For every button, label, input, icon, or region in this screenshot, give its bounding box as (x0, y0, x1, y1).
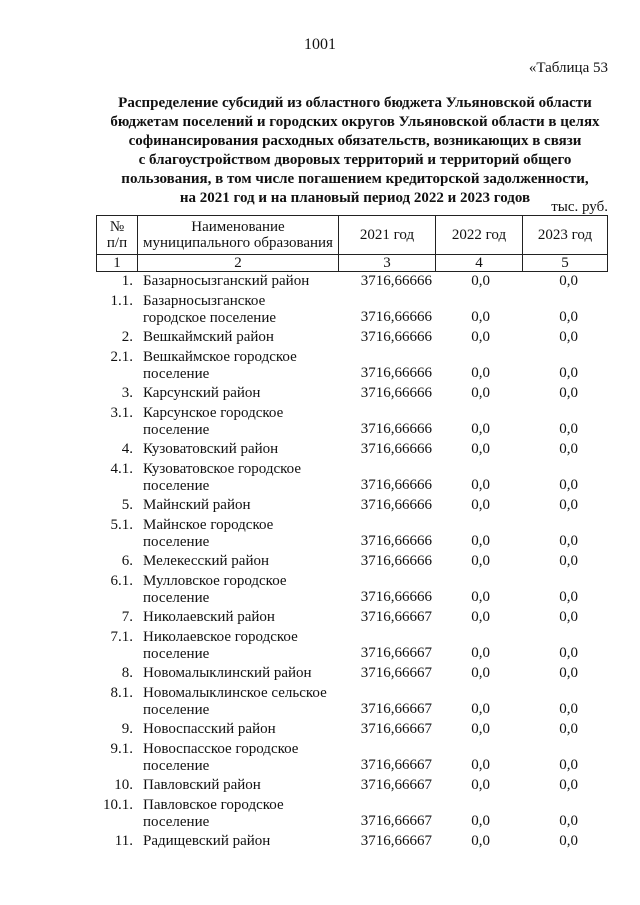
row-name-line: Мелекесский район (143, 553, 270, 569)
table-row (96, 776, 606, 796)
table-row (96, 292, 606, 328)
value-2022: 0,0 (471, 273, 490, 289)
header-name-line2: муниципального образования (143, 235, 333, 251)
table-row (96, 460, 606, 496)
row-number: 6.1. (110, 573, 133, 589)
column-number: 2 (138, 255, 339, 272)
row-name-line: поселение (143, 590, 210, 606)
value-2023: 0,0 (559, 589, 578, 605)
title-line: Распределение субсидий из областного бюджета Ульяновской области (118, 95, 592, 111)
table-row (96, 440, 606, 460)
value-2023: 0,0 (559, 701, 578, 717)
value-2021: 3716,66666 (360, 589, 432, 605)
header-number-line2: п/п (106, 235, 128, 251)
row-name-line: Павловское городское (143, 797, 284, 813)
value-2023: 0,0 (559, 833, 578, 849)
table-row (96, 572, 606, 608)
header-name (138, 216, 339, 255)
row-name (143, 385, 343, 402)
value-2021: 3716,66667 (360, 721, 432, 737)
row-name-line: Майнский район (143, 497, 251, 513)
row-number: 1. (121, 273, 133, 289)
value-2022: 0,0 (471, 589, 490, 605)
value-2022: 0,0 (471, 721, 490, 737)
value-2023: 0,0 (559, 813, 578, 829)
value-2021: 3716,66666 (360, 365, 432, 381)
value-2022: 0,0 (471, 421, 490, 437)
title-line: с благоустройством дворовых территорий и территорий общего (138, 152, 572, 168)
value-2023: 0,0 (559, 721, 578, 737)
row-name-line: поселение (143, 366, 210, 382)
table-row (96, 552, 606, 572)
document-title (90, 94, 620, 208)
table-row (96, 348, 606, 384)
column-number: 4 (436, 255, 523, 272)
table-row (96, 496, 606, 516)
value-2023: 0,0 (559, 385, 578, 401)
value-2022: 0,0 (471, 477, 490, 493)
row-name (143, 497, 343, 514)
row-number: 7.1. (110, 629, 133, 645)
value-2022: 0,0 (471, 553, 490, 569)
value-2022: 0,0 (471, 385, 490, 401)
row-name-line: Кузоватовский район (143, 441, 279, 457)
value-2021: 3716,66667 (360, 813, 432, 829)
value-2022: 0,0 (471, 701, 490, 717)
value-2023: 0,0 (559, 365, 578, 381)
row-name-line: Карсунское городское (143, 405, 284, 421)
row-name (143, 833, 343, 850)
header-row (97, 216, 608, 255)
row-number: 8.1. (110, 685, 133, 701)
value-2023: 0,0 (559, 533, 578, 549)
value-2023: 0,0 (559, 273, 578, 289)
row-name-line: Карсунский район (143, 385, 261, 401)
row-name-line: Новомалыклинское сельское (143, 685, 327, 701)
table-label: «Таблица 53 (528, 60, 608, 76)
value-2023: 0,0 (559, 477, 578, 493)
value-2022: 0,0 (471, 329, 490, 345)
row-name-line: поселение (143, 702, 210, 718)
value-2022: 0,0 (471, 497, 490, 513)
row-name-line: Радищевский район (143, 833, 271, 849)
row-number: 3.1. (110, 405, 133, 421)
value-2021: 3716,66666 (360, 553, 432, 569)
value-2021: 3716,66666 (360, 385, 432, 401)
row-name-line: Новоспасское городское (143, 741, 299, 757)
table-row (96, 628, 606, 664)
value-2023: 0,0 (559, 609, 578, 625)
table-row (96, 516, 606, 552)
row-number: 9. (121, 721, 133, 737)
row-name-line: Павловский район (143, 777, 261, 793)
value-2021: 3716,66666 (360, 329, 432, 345)
row-name (143, 349, 343, 383)
value-2023: 0,0 (559, 329, 578, 345)
row-name-line: Новоспасский район (143, 721, 276, 737)
table-body (96, 272, 606, 852)
row-name (143, 461, 343, 495)
row-name-line: Майнское городское (143, 517, 274, 533)
value-2023: 0,0 (559, 645, 578, 661)
row-name-line: Вешкаймский район (143, 329, 274, 345)
row-number: 9.1. (110, 741, 133, 757)
table-row (96, 740, 606, 776)
value-2022: 0,0 (471, 645, 490, 661)
row-name-line: поселение (143, 422, 210, 438)
row-name-line: поселение (143, 758, 210, 774)
row-name-line: Мулловское городское (143, 573, 287, 589)
value-2021: 3716,66667 (360, 777, 432, 793)
value-2023: 0,0 (559, 309, 578, 325)
row-name (143, 517, 343, 551)
row-number: 2. (121, 329, 133, 345)
row-name (143, 273, 343, 290)
row-number: 4.1. (110, 461, 133, 477)
value-2023: 0,0 (559, 757, 578, 773)
column-number: 3 (339, 255, 436, 272)
value-2021: 3716,66666 (360, 273, 432, 289)
row-name (143, 685, 343, 719)
row-name (143, 777, 343, 794)
row-number: 5.1. (110, 517, 133, 533)
header-name-line1: Наименование (191, 219, 285, 235)
row-name-line: Николаевское городское (143, 629, 298, 645)
row-name-line: Базарносызганский район (143, 273, 310, 289)
header-number (97, 216, 138, 255)
row-name-line: Новомалыклинский район (143, 665, 312, 681)
row-name (143, 797, 343, 831)
row-name-line: Кузоватовское городское (143, 461, 301, 477)
value-2021: 3716,66666 (360, 477, 432, 493)
row-name-line: городское поселение (143, 310, 277, 326)
value-2021: 3716,66667 (360, 609, 432, 625)
header-2023: 2023 год (523, 216, 608, 255)
value-2021: 3716,66666 (360, 309, 432, 325)
table-row (96, 664, 606, 684)
title-line: бюджетам поселений и городских округов Ульяновской области в целях (110, 114, 600, 130)
value-2022: 0,0 (471, 365, 490, 381)
row-number: 5. (121, 497, 133, 513)
value-2022: 0,0 (471, 813, 490, 829)
value-2021: 3716,66667 (360, 665, 432, 681)
table-row (96, 328, 606, 348)
value-2022: 0,0 (471, 833, 490, 849)
row-number: 7. (121, 609, 133, 625)
row-name (143, 405, 343, 439)
row-name (143, 573, 343, 607)
value-2021: 3716,66667 (360, 701, 432, 717)
value-2022: 0,0 (471, 665, 490, 681)
row-name (143, 329, 343, 346)
row-name (143, 441, 343, 458)
row-name (143, 553, 343, 570)
row-number: 11. (114, 833, 133, 849)
column-number-row (97, 255, 608, 272)
value-2023: 0,0 (559, 497, 578, 513)
table-row (96, 404, 606, 440)
table-row (96, 796, 606, 832)
value-2023: 0,0 (559, 665, 578, 681)
value-2022: 0,0 (471, 777, 490, 793)
value-2023: 0,0 (559, 441, 578, 457)
table-row (96, 684, 606, 720)
row-number: 8. (121, 665, 133, 681)
value-2021: 3716,66667 (360, 757, 432, 773)
column-number: 5 (523, 255, 608, 272)
value-2021: 3716,66666 (360, 421, 432, 437)
header-2021: 2021 год (339, 216, 436, 255)
row-name-line: поселение (143, 646, 210, 662)
row-name-line: поселение (143, 534, 210, 550)
page-number: 1001 (304, 36, 336, 53)
header-number-line1: № (109, 219, 125, 235)
value-2021: 3716,66666 (360, 533, 432, 549)
value-2021: 3716,66667 (360, 645, 432, 661)
row-name-line: Базарносызганское (143, 293, 266, 309)
row-name-line: Вешкаймское городское (143, 349, 297, 365)
value-2022: 0,0 (471, 441, 490, 457)
value-2021: 3716,66666 (360, 497, 432, 513)
value-2022: 0,0 (471, 757, 490, 773)
value-2023: 0,0 (559, 553, 578, 569)
value-2022: 0,0 (471, 309, 490, 325)
column-number: 1 (97, 255, 138, 272)
table-header (96, 215, 608, 272)
value-2021: 3716,66667 (360, 833, 432, 849)
row-number: 6. (121, 553, 133, 569)
row-name-line: Николаевский район (143, 609, 275, 625)
row-number: 3. (121, 385, 133, 401)
row-name (143, 629, 343, 663)
value-2023: 0,0 (559, 777, 578, 793)
row-number: 10. (114, 777, 133, 793)
title-line: софинансирования расходных обязательств, возникающих в связи (128, 133, 582, 149)
row-number: 1.1. (110, 293, 133, 309)
title-line: пользования, в том числе погашением кредиторской задолженности, (121, 171, 589, 187)
title-line: на 2021 год и на плановый период 2022 и 2023 годов (179, 190, 531, 206)
table-row (96, 720, 606, 740)
row-name (143, 665, 343, 682)
table-row (96, 272, 606, 292)
table-row (96, 832, 606, 852)
value-2022: 0,0 (471, 533, 490, 549)
header-2022: 2022 год (436, 216, 523, 255)
table-row (96, 384, 606, 404)
table-row (96, 608, 606, 628)
value-2021: 3716,66666 (360, 441, 432, 457)
units-label: тыс. руб. (551, 199, 608, 215)
value-2023: 0,0 (559, 421, 578, 437)
row-name (143, 293, 343, 327)
row-name (143, 741, 343, 775)
value-2022: 0,0 (471, 609, 490, 625)
row-name (143, 721, 343, 738)
row-number: 10.1. (103, 797, 133, 813)
row-number: 2.1. (110, 349, 133, 365)
row-number: 4. (121, 441, 133, 457)
row-name-line: поселение (143, 478, 210, 494)
row-name (143, 609, 343, 626)
row-name-line: поселение (143, 814, 210, 830)
